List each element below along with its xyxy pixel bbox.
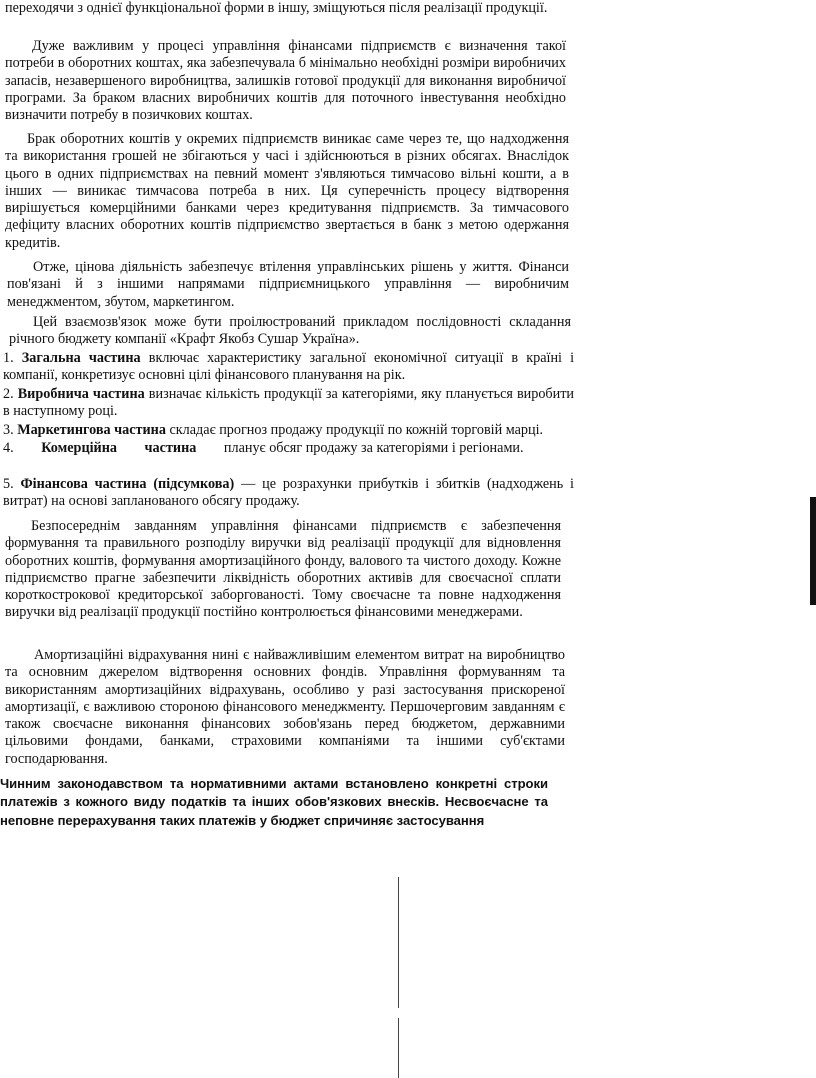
list-item-number: 2. [3, 386, 14, 402]
divider-line [398, 1018, 399, 1078]
scrollbar-thumb[interactable] [810, 497, 816, 605]
paragraph-bold [0, 775, 548, 830]
list-item-number: 1. [3, 350, 14, 366]
list-item [3, 476, 574, 511]
paragraph [5, 0, 561, 17]
list-item-text: визначає кількість продукції за категоріями, яку планується виробити в наступному році. [3, 386, 575, 420]
paragraph-text: Дуже важливим у процесі управління фінансами підприємств є визначення такої потреби в оборотних коштах, яка забезпечувала б мінімально необхідні розміри виробничих запасів, незавершеного виробництва, залишків готової продукції для виконання виробничої програми. За браком власних виробничих коштів для поточного інвестування необхідно визначити потребу в позичкових коштах. [5, 38, 566, 124]
paragraph [5, 647, 565, 768]
paragraph-text: переходячи з однієї функціональної форми в іншу, зміщуються після реалізації продукції. [5, 0, 548, 16]
paragraph [7, 259, 569, 311]
list-item-title: Загальна частина [21, 350, 141, 366]
list-item-text: планує обсяг продажу за категоріями і регіонами. [223, 440, 524, 456]
paragraph-text: Цей взаємозв'язок може бути проілюстрований прикладом послідовності складання річного бюджету компанії «Крафт Якобз Сушар Україна». [9, 314, 571, 348]
list-item [3, 440, 574, 457]
list-item-text: включає характеристику загальної економічної ситуації в країні і компанії, конкретизує основні цілі фінансового планування на рік. [3, 350, 575, 384]
paragraph-text: Отже, цінова діяльність забезпечує втілення управлінських рішень у життя. Фінанси пов'язані й з іншими напрямами підприємницького управління — виробничим менеджментом, збутом, маркетингом. [7, 259, 569, 310]
list-item-text: — це розрахунки прибутків і збитків (надходжень і витрат) на основі запланованого обсягу продажу. [3, 476, 574, 510]
list-item-title: Виробнича частина [17, 386, 145, 402]
paragraph [5, 38, 566, 124]
divider-line [398, 877, 399, 1008]
list-item-text: складає прогноз продажу продукції по кожній торговій марці. [169, 422, 544, 438]
list-item [3, 350, 574, 385]
list-item [3, 386, 574, 421]
list-item-title: Комерційна частина [41, 440, 197, 456]
paragraph-text: Брак оборотних коштів у окремих підприємств виникає саме через те, що надходження та використання грошей не збігаються у часі і здійснюються в різних обсягах. Внаслідок цього в одних підприємствах на певний момент з'являються тимчасово вільні кошти, а в інших — виникає тимчасова потреба в них. Ця суперечність процесу відтворення вирішується комерційними банками через кредитування підприємств. За тимчасового дефіциту власних оборотних коштів підприємство звертається в банк з метою одержання кредитів. [5, 131, 569, 251]
paragraph-text: Амортизаційні відрахування нині є найважливішим елементом витрат на виробництво та основним джерелом відтворення основних фондів. Управління формуванням та використанням амортизаційних відрахувань, особливо у разі застосування прискореної амортизації, є важливою стороною фінансового менеджменту. Першочерговим завданням є також своєчасне виконання фінансових зобов'язань перед бюджетом, державними цільовими фондами, банками, страховими компаніями та іншими суб'єктами господарювання. [5, 647, 565, 767]
list-item-title: Фінансова частина (підсумкова) [20, 476, 235, 492]
paragraph-text: Безпосереднім завданням управління фінансами підприємств є забезпечення формування та правильного розподілу виручки від реалізації продукції для відновлення оборотних коштів, формування амортизаційного фонду, валового та чистого доходу. Кожне підприємство прагне забезпечити ліквідність оборотних активів для своєчасної сплати короткострокової кредиторської заборгованості. Тому своєчасне та повне надходження виручки від реалізації продукції постійно контролюється фінансовими менеджерами. [5, 518, 561, 621]
list-item-number: 4. [3, 440, 14, 456]
paragraph [5, 518, 561, 622]
paragraph-text: Чинним законодавством та нормативними актами встановлено конкретні строки платежів з кожного виду податків та інших обов'язкових внесків. Несвоєчасне та неповне перерахування таких платежів у бюджет спричиняє застосування [0, 776, 548, 828]
list-item-title: Маркетингова частина [17, 422, 166, 438]
paragraph [5, 131, 569, 252]
list-item-number: 5. [3, 476, 14, 492]
list-item [3, 422, 574, 439]
list-item-number: 3. [3, 422, 14, 438]
paragraph [9, 314, 571, 349]
